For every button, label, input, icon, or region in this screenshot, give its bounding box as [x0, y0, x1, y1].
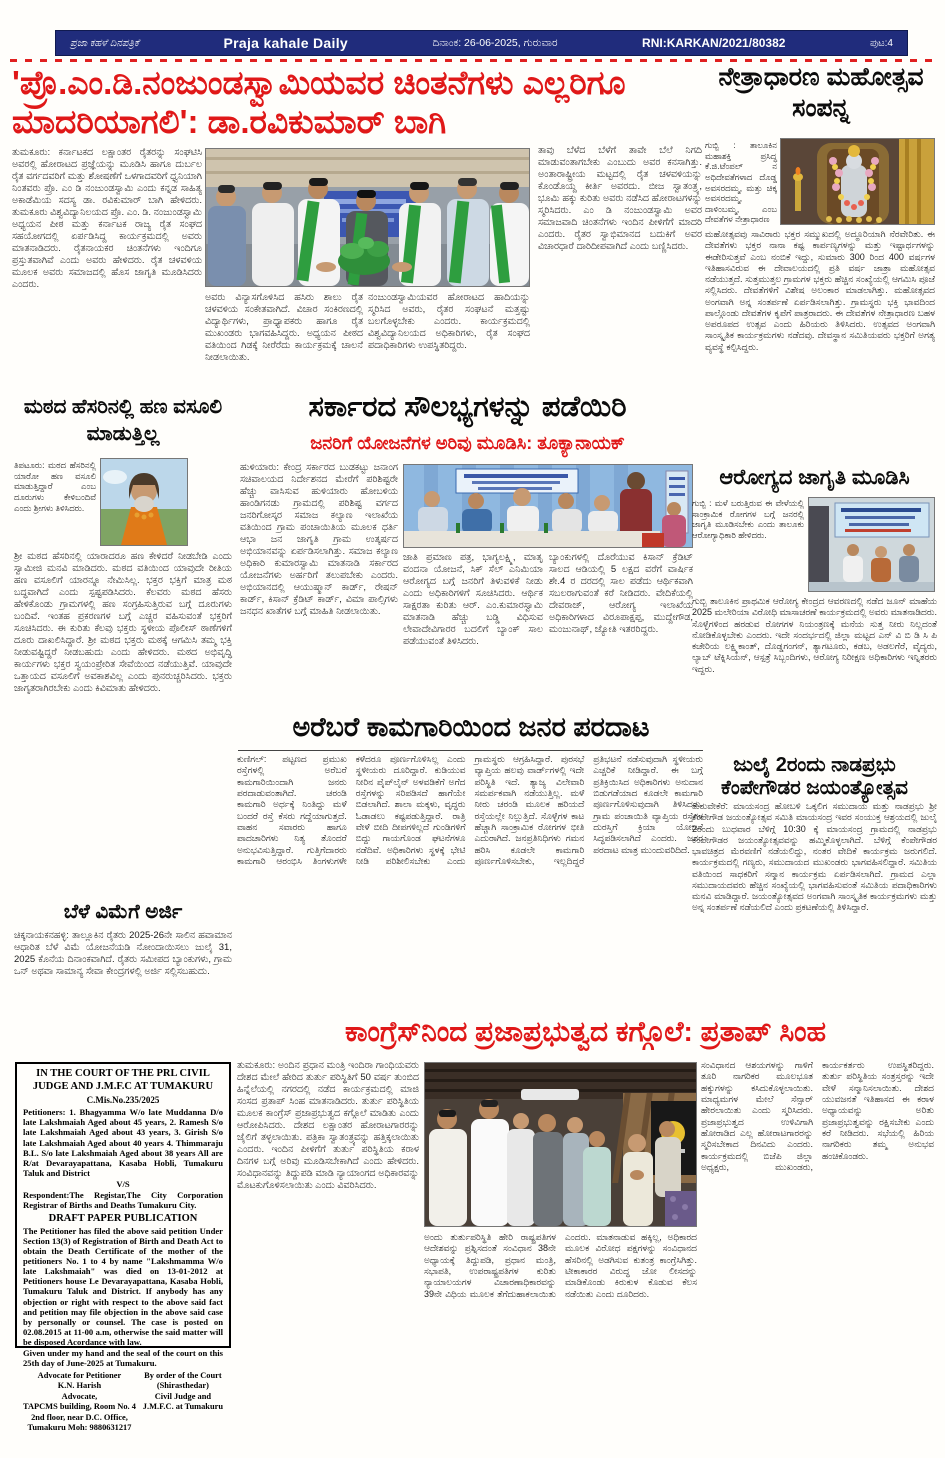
notice-order-block	[143, 1371, 223, 1434]
notice-order-line: (Shirasthedar)	[156, 1381, 209, 1391]
lead-column-4: ನಂಜುಂಡಸ್ವಾಮಿಯವರ ಹೋರಾಟದ ಹಾದಿಯನ್ನು ಸ್ಮರಿಸಿದ ಅವರು, ರೈತರ ಸಂಘಟನೆ ಮತ್ತಷ್ಟು ಬಲಗೊಳ್ಳಬೇಕು ಎಂದರು. ಕಾರ್ಯಕ್ರಮದಲ್ಲಿ ವಿಶ್ವವಿದ್ಯಾನಿಲಯದ ಅಧಿಕಾರಿಗಳು, ರೈತ ಸಂಘದ ಪದಾಧಿಕಾರಿಗಳು ಉಪಸ್ಥಿತರಿದ್ದರು.	[368, 292, 530, 351]
lead-headline: 'ಪ್ರೊ.ಎಂ.ಡಿ.ನಂಜುಂಡಸ್ವಾಮಿಯವರ ಚಿಂತನೆಗಳು ಎಲ್ಲರಿಗೂ ಮಾದರಿಯಾಗಲಿ': ಡಾ.ರವಿಕುಮಾರ್ ಬಾಗಿ	[12, 64, 626, 140]
sarkara-headline: ಸರ್ಕಾರದ ಸೌಲಭ್ಯಗಳನ್ನು ಪಡೆಯಿರಿ	[308, 391, 627, 423]
july2-headline: ಜುಲೈ 2ರಂದು ನಾಡಪ್ರಭು ಕೆಂಪೇಗೌಡರ ಜಯಂತ್ಯೋತ್ಸವ	[721, 754, 908, 799]
netra-side-text: ಗುಬ್ಬಿ : ತಾಲೂಕಿನ ಮಹಾಶಕ್ತಿ ಪ್ರಸಿದ್ಧ ಕೆ.ಜಿ.ಟೆಂಪಲ್ ನ ಅಧಿದೇವತೆಗಳಾದ ದೊಡ್ಡ ಅವಸರದಮ್ಮ, ಮತ್ತು ಚಿಕ್ಕ ಅವಸರದಮ್ಮ, ದಾಳಿಂಬಮ್ಮ, ಎಂಬ ದೇವತೆಗಳ ನೇತ್ರಾಧಾರಣ	[705, 140, 777, 225]
photo-sarkara-event	[403, 464, 693, 548]
notice-body: The Petitioner has filed the above said petition Under Section 13(3) of Registration of Birth and Death Act to obtain the Death Certificate of the mother of the petitioners No. 1 to 4 by name "Lakshmamma W/o late Lakshmaiah" was died on 13-01-2012 at Petitioners house Le Devarayapattana, Kasaba Hobli, Tumakuru Taluk and District. If anybody has any objection or right with respect to the above said fact and petition may file objection in the above said case by personally or counsel. The case is posted on 02.08.2015 at 11-00 a.m, otherwise the said matter will be disposed Acordance with law.	[23, 1225, 223, 1348]
notice-adv-line: TAPCMS building, Room No. 4	[23, 1402, 136, 1412]
bele-vime-subhead: ಬೆಳೆ ವಿಮೆಗೆ ಅರ್ಜಿ	[63, 901, 183, 923]
photo-arogya-camp-art	[809, 498, 934, 591]
lead-column-3: ಅವರು ವಿನ್ಯಾಸಗೊಳಿಸಿದ ಹಸಿರು ಶಾಲು ರೈತ ಚಳವಳಿಯ ಸಂಕೇತವಾಗಿದೆ. ವಿಚಾರ ಸಂಕಿರಣದಲ್ಲಿ ವಿದ್ಯಾರ್ಥಿಗಳು, ಪ್ರಾಧ್ಯಾಪಕರು ಹಾಗೂ ರೈತ ಮುಖಂಡರು ಭಾಗವಹಿಸಿದ್ದರು. ಅಧ್ಯಯನ ಪೀಠದ ವತಿಯಿಂದ ಗಿಡಕ್ಕೆ ನೀರೆರೆದು ಕಾರ್ಯಕ್ರಮಕ್ಕೆ ಚಾಲನೆ ನೀಡಲಾಯಿತು.	[205, 292, 363, 363]
notice-court-title: IN THE COURT OF THE PRL CIVIL JUDGE AND J.M.F.C AT TUMAKURU	[32, 1068, 214, 1092]
masthead-bar	[55, 30, 908, 56]
masthead-date: ದಿನಾಂಕ: 26-06-2025, ಗುರುವಾರ	[432, 36, 558, 49]
netra-headline: ನೇತ್ರಾಧಾರಣ ಮಹೋತ್ಸವ ಸಂಪನ್ನ	[718, 63, 924, 122]
netra-body: ಮಹೋತ್ಸವವು ಸಾವಿರಾರು ಭಕ್ತರ ಸಮ್ಮುಖದಲ್ಲಿ ಅದ್ಧೂರಿಯಾಗಿ ನೆರವೇರಿತು. ಈ ದೇವತೆಗಳು ಭಕ್ತರ ನಾನಾ ಕಷ್ಟ ಕಾರ್ಪಣ್ಯಗಳನ್ನು ಮತ್ತು ಇಷ್ಟಾರ್ಥಗಳನ್ನು ಈಡೇರಿಸುತ್ತವೆ ಎಂಬ ನಂಬಿಕೆ ಇದ್ದು, ಸುಮಾರು 300 ರಿಂದ 400 ವರ್ಷಗಳ ಇತಿಹಾಸವಿರುವ ಈ ದೇವಾಲಯದಲ್ಲಿ ಪ್ರತಿ ವರ್ಷ ಜಾತ್ರಾ ಮಹೋತ್ಸವ ನಡೆಯುತ್ತದೆ. ಸುತ್ತಮುತ್ತಲ ಗ್ರಾಮಗಳ ಭಕ್ತರು ಹೆಚ್ಚಿನ ಸಂಖ್ಯೆಯಲ್ಲಿ ಆಗಮಿಸಿ ಪೂಜೆ ಸಲ್ಲಿಸಿದರು. ದೇವತೆಗಳಿಗೆ ವಿಶೇಷ ಅಲಂಕಾರ ಮಾಡಲಾಗಿತ್ತು. ಮಹೋತ್ಸವದ ಅಂಗವಾಗಿ ಅನ್ನ ಸಂತರ್ಪಣೆ ಏರ್ಪಡಿಸಲಾಗಿತ್ತು. ಗ್ರಾಮಸ್ಥರು ಭಕ್ತಿ ಭಾವದಿಂದ ಪಾಲ್ಗೊಂಡು ದೇವತೆಗಳ ಕೃಪೆಗೆ ಪಾತ್ರರಾದರು. ಈ ದೇವತೆಗಳ ನೇತ್ರಾಧಾರಣ ಬಹಳ ಅಪರೂಪದ ಉತ್ಸವ ಎಂದು ಹಿರಿಯರು ತಿಳಿಸಿದರು. ಉತ್ಸವದ ಅಂಗವಾಗಿ ಸಾಂಸ್ಕೃತಿಕ ಕಾರ್ಯಕ್ರಮಗಳು ನಡೆದವು. ದೇವಸ್ಥಾನ ಸಮಿತಿಯವರು ಭಕ್ತರಿಗೆ ಅಗತ್ಯ ವ್ಯವಸ್ಥೆ ಕಲ್ಪಿಸಿದ್ದರು.	[705, 229, 935, 352]
notice-petitioners: Petitioners: 1. Bhagyamma W/o late Muddanna D/o late Lakshmaiah Aged about 45 years, 2. Ramesh S/o late Lakshmaiah Aged about 43 years, 3. Girish S/o late Lakshmaiah Aged about 40 years 4. Thimmaraju B.L. S/o late Lakshmaiah Aged about 38 years All are R/at Devarayapattana, Kasaba Hobli, Tumakuru Taluk and District	[23, 1107, 223, 1179]
masthead-rni: RNI:KARKAN/2021/80382	[642, 36, 786, 50]
notice-order-line: Civil Judge and	[154, 1391, 212, 1401]
arebare-rule	[238, 750, 703, 751]
notice-adv-line: Advocate for Petitioner	[37, 1370, 122, 1380]
photo-lead-event-art	[206, 149, 529, 286]
lead-column-1: ತುಮಕೂರು: ಕರ್ನಾಟಕದ ಲಕ್ಷಾಂತರ ರೈತರನ್ನು ಸಂಘಟಿಸಿ ಅವರಲ್ಲಿ ಹೋರಾಟದ ಪ್ರಜ್ಞೆಯನ್ನು ಮೂಡಿಸಿ ಹಾಗೂ ದುರ್ಬಲ ರೈತ ವರ್ಗದವರಿಗೆ ಮತ್ತು ಶೋಷಣೆಗೆ ಒಳಗಾದವರಿಗೆ ಧ್ವನಿಯಾಗಿ ನಿಂತವರು ಪ್ರೊ. ಎಂ ಡಿ ನಂಜುಂಡಸ್ವಾಮಿ ಎಂದು ಕನ್ನಡ ಸಾಹಿತ್ಯ ಅಕಾಡೆಮಿಯ ಸದಸ್ಯ ಡಾ. ರವಿಕುಮಾರ್ ಬಾಗಿ ಹೇಳಿದರು. ತುಮಕೂರು ವಿಶ್ವವಿದ್ಯಾನಿಲಯದ ಪ್ರೊ. ಎಂ. ಡಿ. ನಂಜುಂಡಸ್ವಾಮಿ ಅಧ್ಯಯನ ಪೀಠ ಮತ್ತು ಕರ್ನಾಟಕ ರಾಜ್ಯ ರೈತ ಸಂಘದ ಸಹಯೋಗದಲ್ಲಿ ಏರ್ಪಡಿಸಿದ್ದ ಕಾರ್ಯಕ್ರಮದಲ್ಲಿ ಅವರು ಮಾತನಾಡಿದರು. ರೈತನಾಯಕರ ಚಿಂತನೆಗಳು ಇಂದಿಗೂ ಪ್ರಸ್ತುತವಾಗಿವೆ ಎಂದು ಅವರು ಹೇಳಿದರು. ರೈತ ಚಳವಳಿಯ ಮೂಲಕ ಅವರು ಸಮಾಜದಲ್ಲಿ ಹೊಸ ಜಾಗೃತಿ ಮೂಡಿಸಿದರು ಎಂದರು.	[12, 147, 202, 290]
masthead-script-name: ಪ್ರಜಾ ಕಹಳೆ ದಿನಪತ್ರಿಕೆ	[70, 37, 139, 49]
photo-congress-event	[424, 1062, 697, 1227]
sarkara-column-a: ಜಾತಿ ಪ್ರಮಾಣ ಪತ್ರ, ಭಾಗ್ಯಲಕ್ಷ್ಮಿ, ಮಾತೃ ವಂದನಾ ಯೋಜನೆ, ಸಿಕ್ ಸೆಲ್ ಎನಿಮಿಯಾ ಆರೋಗ್ಯದ ಬಗ್ಗೆ ಜನರಿಗೆ ತಿಳುವಳಿಕೆ ನೀಡು ಎಂದು ಅಧಿಕಾರಿಗಳಿಗೆ ಸೂಚಿಸಿದರು. ಆರ್ಥಿಕ ಸಾಕ್ಷರತಾ ಕುರಿತು ಆರ್. ಎಂ.ಕುಮಾರಸ್ವಾಮಿ ಮಾತನಾಡಿ ಹೆಚ್ಚು ಬಡ್ಡಿ ವಿಧಿಸುವ ಲೇವಾದೇವಿಗಾರರ ಬದಲಿಗೆ ಬ್ಯಾಂಕ್ ಸಾಲ ಪಡೆಯುವಂತೆ ತಿಳಿಸಿದರು.	[403, 552, 543, 647]
arogya-lead: ಗುಬ್ಬಿ : ಮಳೆ ಬರುತ್ತಿರುವ ಈ ವೇಳೆಯಲ್ಲಿ ಸಾಂಕ್ರಾಮಿಕ ರೋಗಗಳ ಬಗ್ಗೆ ಜನರಲ್ಲಿ ಜಾಗೃತಿ ಮೂಡಿಸಬೇಕು ಎಂದು ತಾಲೂಕು ಆರೋಗ್ಯಾಧಿಕಾರಿ ಹೇಳಿದರು.	[692, 498, 804, 540]
congress-left-column: ತುಮಕೂರು: ಅಂದಿನ ಪ್ರಧಾನ ಮಂತ್ರಿ ಇಂದಿರಾ ಗಾಂಧಿಯವರು ದೇಶದ ಮೇಲೆ ಹೇರಿದ ತುರ್ತು ಪರಿಸ್ಥಿತಿಗೆ 50 ವರ್ಷ ತುಂಬಿದ ಹಿನ್ನೆಲೆಯಲ್ಲಿ ನಗರದಲ್ಲಿ ನಡೆದ ಕಾರ್ಯಕ್ರಮದಲ್ಲಿ ಮಾಜಿ ಸಂಸದ ಪ್ರತಾಪ್ ಸಿಂಹ ಮಾತನಾಡಿದರು. ತುರ್ತು ಪರಿಸ್ಥಿತಿಯ ಮೂಲಕ ಕಾಂಗ್ರೆಸ್ ಪ್ರಜಾಪ್ರಭುತ್ವದ ಕಗ್ಗೊಲೆ ಮಾಡಿತು ಎಂದು ಆರೋಪಿಸಿದರು. ದೇಶದ ಲಕ್ಷಾಂತರ ಹೋರಾಟಗಾರರನ್ನು ಜೈಲಿಗೆ ತಳ್ಳಲಾಯಿತು. ಪತ್ರಿಕಾ ಸ್ವಾತಂತ್ರ್ಯವನ್ನು ಹತ್ತಿಕ್ಕಲಾಯಿತು ಎಂದರು. ಇಂದಿನ ಪೀಳಿಗೆಗೆ ತುರ್ತು ಪರಿಸ್ಥಿತಿಯ ಕರಾಳ ದಿನಗಳ ಬಗ್ಗೆ ಅರಿವು ಮೂಡಿಸಬೇಕಾಗಿದೆ ಎಂದು ಹೇಳಿದರು. ಸಂವಿಧಾನವನ್ನು ತಿದ್ದುಪಡಿ ಮಾಡಿ ನ್ಯಾಯಾಂಗದ ಅಧಿಕಾರವನ್ನು ಮೊಟಕುಗೊಳಿಸಲಾಯಿತು ಎಂದು ವಿವರಿಸಿದರು.	[237, 1060, 419, 1191]
congress-headline: ಕಾಂಗ್ರೆಸ್‌ನಿಂದ ಪ್ರಜಾಪ್ರಭುತ್ವದ ಕಗ್ಗೊಲೆ: ಪ್ರತಾಪ್ ಸಿಂಹ	[345, 1016, 826, 1047]
matha-body: ಶ್ರೀ ಮಠದ ಹೆಸರಿನಲ್ಲಿ ಯಾರಾದರೂ ಹಣ ಕೇಳಿದರೆ ನೀಡಬೇಡಿ ಎಂದು ಸ್ವಾಮೀಜಿ ಮನವಿ ಮಾಡಿದರು. ಮಠದ ವತಿಯಿಂದ ಯಾವುದೇ ರೀತಿಯ ಹಣ ವಸೂಲಿಗೆ ಯಾರನ್ನೂ ನೇಮಿಸಿಲ್ಲ. ಭಕ್ತರ ಭಕ್ತಿಗೆ ಮಾತ್ರ ಮಠ ಬದ್ಧವಾಗಿದೆ ಎಂದು ಸ್ಪಷ್ಟಪಡಿಸಿದರು. ಕೆಲವರು ಮಠದ ಹೆಸರು ಹೇಳಿಕೊಂಡು ಗ್ರಾಮಗಳಲ್ಲಿ ಹಣ ಸಂಗ್ರಹಿಸುತ್ತಿರುವ ಬಗ್ಗೆ ದೂರುಗಳು ಬಂದಿವೆ. ಇಂತಹ ಪ್ರಕರಣಗಳ ಬಗ್ಗೆ ಎಚ್ಚರ ವಹಿಸುವಂತೆ ಭಕ್ತರಿಗೆ ಸೂಚಿಸಿದರು. ಈ ಕುರಿತು ಕೆಲವು ಭಕ್ತರು ಸ್ಥಳೀಯ ಪೊಲೀಸ್ ಠಾಣೆಗಳಿಗೆ ದೂರು ದಾಖಲಿಸಿದ್ದಾರೆ. ಶ್ರೀ ಮಠದ ಭಕ್ತರು ಮಠಕ್ಕೆ ಆಗಮಿಸಿ ತಮ್ಮ ಭಕ್ತಿ ನೀಡುವಷ್ಟಿದ್ದರೆ ನೀಡಬಹುದು ಎಂದು ಹೇಳಿದರು. ಮಠದ ಅಭಿವೃದ್ಧಿ ಕಾರ್ಯಗಳು ಭಕ್ತರ ಸ್ವಯಂಪ್ರೇರಿತ ಸೇವೆಯಿಂದ ನಡೆಯುತ್ತಿವೆ. ಯಾವುದೇ ಒತ್ತಾಯದ ವಸೂಲಿಗೆ ಅವಕಾಶವಿಲ್ಲ ಎಂದು ಪುನರುಚ್ಚರಿಸಿದರು. ಭಕ್ತರು ಜಾಗೃತರಾಗಿರಬೇಕು ಎಂದು ಕಿವಿಮಾತು ಹೇಳಿದರು.	[14, 551, 232, 694]
arogya-headline: ಆರೋಗ್ಯದ ಜಾಗೃತಿ ಮೂಡಿಸಿ	[719, 466, 910, 489]
photo-deity	[780, 138, 935, 225]
lead-column-2: ತಾವು ಬೆಳೆದ ಬೆಳೆಗೆ ತಾವೇ ಬೆಲೆ ನಿಗದಿ ಮಾಡುವಂತಾಗಬೇಕು ಎಂಬುದು ಅವರ ಕನಸಾಗಿತ್ತು. ಅಂತಾರಾಷ್ಟ್ರೀಯ ಮಟ್ಟದಲ್ಲಿ ರೈತ ಚಳವಳಿಯನ್ನು ಕೊಂಡೊಯ್ದ ಕೀರ್ತಿ ಅವರದು. ಬೀಜ ಸ್ವಾತಂತ್ರ್ಯ, ಭೂಮಿ ಹಕ್ಕು ಕುರಿತು ಅವರು ನಡೆಸಿದ ಹೋರಾಟಗಳನ್ನು ಸ್ಮರಿಸಿದರು. ಎಂ ಡಿ ನಂಜುಂಡಸ್ವಾಮಿ ಅವರ ಸಮಾಜವಾದಿ ಚಿಂತನೆಗಳು ಇಂದಿನ ಪೀಳಿಗೆಗೆ ಮಾದರಿ ಎಂದರು. ರೈತರ ಸ್ವಾಭಿಮಾನದ ಬದುಕಿಗೆ ಅವರ ವಿಚಾರಧಾರೆ ದಾರಿದೀಪವಾಗಿದೆ ಎಂದು ಬಣ್ಣಿಸಿದರು.	[538, 145, 702, 252]
matha-headline: ಮಠದ ಹೆಸರಿನಲ್ಲಿ ಹಣ ವಸೂಲಿ ಮಾಡುತ್ತಿಲ್ಲ	[23, 396, 223, 445]
notice-seal-line: Given under my hand and the seal of the court on this 25th day of June-2025 at Tumakuru.	[23, 1348, 223, 1369]
photo-seer	[100, 458, 188, 546]
notice-respondent: Respondent:The Registar,The City Corporation Registrar of Births and Deaths Tumakuru City.	[23, 1190, 223, 1211]
notice-advocate-block	[23, 1371, 136, 1434]
notice-adv-line: 2nd floor, near D.C. Office,	[31, 1412, 128, 1422]
congress-right-columns: ಸಂವಿಧಾನದ ಆಶಯಗಳನ್ನು ಗಾಳಿಗೆ ತೂರಿ ನಾಗರಿಕರ ಮೂಲಭೂತ ಹಕ್ಕುಗಳನ್ನು ಕಸಿದುಕೊಳ್ಳಲಾಯಿತು. ಮಾಧ್ಯಮಗಳ ಮೇಲೆ ಸೆನ್ಸಾರ್ ಹೇರಲಾಯಿತು ಎಂದು ಸ್ಮರಿಸಿದರು. ಪ್ರಜಾಪ್ರಭುತ್ವದ ಉಳಿವಿಗಾಗಿ ಹೋರಾಡಿದ ಎಲ್ಲ ಹೋರಾಟಗಾರರನ್ನು ಸ್ಮರಿಸಬೇಕಾದ ದಿನವಿದು ಎಂದರು. ಕಾರ್ಯಕ್ರಮದಲ್ಲಿ ಬಿಜೆಪಿ ಜಿಲ್ಲಾ ಅಧ್ಯಕ್ಷರು, ಮುಖಂಡರು, ಕಾರ್ಯಕರ್ತರು ಉಪಸ್ಥಿತರಿದ್ದರು. ತುರ್ತು ಪರಿಸ್ಥಿತಿಯ ಸಂತ್ರಸ್ತರನ್ನು ಇದೇ ವೇಳೆ ಸನ್ಮಾನಿಸಲಾಯಿತು. ದೇಶದ ಯುವಜನತೆ ಇತಿಹಾಸದ ಈ ಕರಾಳ ಅಧ್ಯಾಯವನ್ನು ಅರಿತು ಪ್ರಜಾಪ್ರಭುತ್ವವನ್ನು ರಕ್ಷಿಸಬೇಕು ಎಂದು ಕರೆ ನೀಡಿದರು. ಸಭೆಯಲ್ಲಿ ಹಿರಿಯ ನಾಗರಿಕರು ತಮ್ಮ ಅನುಭವ ಹಂಚಿಕೊಂಡರು.	[701, 1060, 934, 1172]
arebare-body: ಕುಣಿಗಲ್: ಪಟ್ಟಣದ ಪ್ರಮುಖ ರಸ್ತೆಗಳಲ್ಲಿ ಅರೆಬರೆ ಕಾಮಗಾರಿಯಿಂದಾಗಿ ಜನರು ಪರದಾಡುವಂತಾಗಿದೆ. ಚರಂಡಿ ಕಾಮಗಾರಿ ಅರ್ಧಕ್ಕೆ ನಿಂತಿದ್ದು ಮಳೆ ಬಂದರೆ ರಸ್ತೆ ಕೆಸರು ಗದ್ದೆಯಾಗುತ್ತದೆ. ವಾಹನ ಸವಾರರು ಹಾಗೂ ಪಾದಚಾರಿಗಳು ನಿತ್ಯ ತೊಂದರೆ ಅನುಭವಿಸುತ್ತಿದ್ದಾರೆ. ಗುತ್ತಿಗೆದಾರರು ಕಾಮಗಾರಿ ಆರಂಭಿಸಿ ತಿಂಗಳುಗಳೇ ಕಳೆದರೂ ಪೂರ್ಣಗೊಳಿಸಿಲ್ಲ ಎಂದು ಸ್ಥಳೀಯರು ದೂರಿದ್ದಾರೆ. ಕುಡಿಯುವ ನೀರಿನ ಪೈಪ್‌ಲೈನ್ ಅಳವಡಿಕೆಗೆ ಅಗೆದ ರಸ್ತೆಗಳನ್ನು ಸರಿಪಡಿಸದೆ ಹಾಗೆಯೇ ಬಿಡಲಾಗಿದೆ. ಶಾಲಾ ಮಕ್ಕಳು, ವೃದ್ಧರು ಓಡಾಡಲು ಕಷ್ಟಪಡುತ್ತಿದ್ದಾರೆ. ರಾತ್ರಿ ವೇಳೆ ಬೀದಿ ದೀಪಗಳಿಲ್ಲದೆ ಗುಂಡಿಗಳಿಗೆ ಬಿದ್ದು ಗಾಯಗೊಂಡ ಘಟನೆಗಳೂ ನಡೆದಿವೆ. ಅಧಿಕಾರಿಗಳು ಸ್ಥಳಕ್ಕೆ ಭೇಟಿ ನೀಡಿ ಪರಿಶೀಲಿಸಬೇಕು ಎಂದು ಗ್ರಾಮಸ್ಥರು ಆಗ್ರಹಿಸಿದ್ದಾರೆ. ಪುರಸಭೆ ವ್ಯಾಪ್ತಿಯ ಹಲವು ವಾರ್ಡ್‌ಗಳಲ್ಲಿ ಇದೇ ಪರಿಸ್ಥಿತಿ ಇದೆ. ತ್ಯಾಜ್ಯ ವಿಲೇವಾರಿ ಸಮರ್ಪಕವಾಗಿ ನಡೆಯುತ್ತಿಲ್ಲ. ಮಳೆ ನೀರು ಚರಂಡಿ ಮೂಲಕ ಹರಿಯದೆ ರಸ್ತೆಯಲ್ಲೇ ನಿಲ್ಲುತ್ತಿದೆ. ಸೊಳ್ಳೆಗಳ ಕಾಟ ಹೆಚ್ಚಾಗಿ ಸಾಂಕ್ರಾಮಿಕ ರೋಗಗಳ ಭೀತಿ ಎದುರಾಗಿದೆ. ಜನಪ್ರತಿನಿಧಿಗಳು ಗಮನ ಹರಿಸಿ ಕೂಡಲೇ ಕಾಮಗಾರಿ ಪೂರ್ಣಗೊಳಿಸಬೇಕು, ಇಲ್ಲದಿದ್ದರೆ ಪ್ರತಿಭಟನೆ ನಡೆಸುವುದಾಗಿ ಸ್ಥಳೀಯರು ಎಚ್ಚರಿಕೆ ನೀಡಿದ್ದಾರೆ. ಈ ಬಗ್ಗೆ ಪ್ರತಿಕ್ರಿಯಿಸಿದ ಅಧಿಕಾರಿಗಳು ಅನುದಾನ ಬಿಡುಗಡೆಯಾದ ಕೂಡಲೇ ಕಾಮಗಾರಿ ಪೂರ್ಣಗೊಳಿಸುವುದಾಗಿ ತಿಳಿಸಿದರು. ಗ್ರಾಮ ಪಂಚಾಯಿತಿ ವ್ಯಾಪ್ತಿಯ ರಸ್ತೆಗಳ ದುರಸ್ತಿಗೆ ಕ್ರಿಯಾ ಯೋಜನೆ ಸಿದ್ಧಪಡಿಸಲಾಗಿದೆ ಎಂದರು. ಜನರ ಪರದಾಟ ಮಾತ್ರ ಮುಂದುವರಿದಿದೆ.	[237, 754, 703, 866]
photo-deity-art	[781, 139, 934, 224]
sarkara-column-b: ಬ್ಯಾಂಕುಗಳಲ್ಲಿ ದೊರೆಯುವ ಕಿಸಾನ್ ಕ್ರೆಡಿಟ್ ಸಾಲದ ಆಡಿಯಲ್ಲಿ 5 ಲಕ್ಷದ ವರೆಗೆ ವಾರ್ಷಿಕ ಶೇ.4 ರ ದರದಲ್ಲಿ ಸಾಲ ಪಡೆದು ಆರ್ಥಿಕವಾಗಿ ಸಬಲರಾಗುವಂತೆ ಕರೆ ನೀಡಿದರು. ವೇದಿಕೆಯಲ್ಲಿ ದೇವರಾಜ್, ಆರೋಗ್ಯ ಇಲಾಖೆಯ ಅಧಿಕಾರಿಗಳಾದ ವಿರೂಪಾಕ್ಷಪ್ಪ, ಮುದ್ದೇಗೌಡ, ಮಂಜುನಾಥ್, ಜ್ಯೋತಿ ಇತರರಿದ್ದರು.	[549, 552, 693, 635]
matha-side-text: ತಿಪಟೂರು: ಮಠದ ಹೆಸರಿನಲ್ಲಿ ಯಾರೋ ಹಣ ವಸೂಲಿ ಮಾಡುತ್ತಿದ್ದಾರೆ ಎಂಬ ದೂರುಗಳು ಕೇಳಿಬಂದಿವೆ ಎಂದು ಶ್ರೀಗಳು ತಿಳಿಸಿದರು.	[14, 460, 96, 513]
photo-lead-event	[205, 148, 530, 287]
notice-order-line: By order of the Court	[144, 1370, 222, 1380]
sarkara-lead-column: ಹುಳಿಯಾರು: ಕೇಂದ್ರ ಸರ್ಕಾರದ ಬುಡಕಟ್ಟು ಜನಾಂಗ ಸಚಿವಾಲಯದ ನಿರ್ದೇಶನದ ಮೇರೆಗೆ ಪರಿಶಿಷ್ಟರೇ ಹೆಚ್ಚು ವಾಸಿಸುವ ಹುಳಿಯಾರು ಹೋಬಳಿಯ ಹಾಂಡಿಗನಡು ಗ್ರಾಮದಲ್ಲಿ ಪರಿಶಿಷ್ಟ ವರ್ಗದ ಜನರಿಗೋಸ್ಕರ ಸಮಾಜ ಕಲ್ಯಾಣ ಇಲಾಖೆಯ ವತಿಯಿಂದ ಗ್ರಾಮ ಪಂಚಾಯಿತಿಯ ಮೂಲಕ ಧರ್ತಿ ಆಭಾ ಜನ ಜಾಗೃತಿ ಗ್ರಾಮ ಉತ್ಕರ್ಷದ ಅಭಿಯಾನವನ್ನು ಏರ್ಪಡಿಸಲಾಗಿತ್ತು. ಸಮಾಜ ಕಲ್ಯಾಣ ಅಧಿಕಾರಿ ಕುಮಾರಸ್ವಾಮಿ ಮಾತನಾಡಿ ಸರ್ಕಾರದ ಯೋಜನೆಗಳು ಅರ್ಹರಿಗೆ ತಲುಪಬೇಕು ಎಂದರು. ಅಭಿಯಾನದಲ್ಲಿ ಆಯುಷ್ಮಾನ್ ಕಾರ್ಡ್, ರೇಷನ್ ಕಾರ್ಡ್, ಕಿಸಾನ್ ಕ್ರೆಡಿಟ್ ಕಾರ್ಡ್, ವಿಮಾ ಪಾಲ್ಸಿಗಳು ಜನಧನ ಖಾತೆಗಳ ಬಗ್ಗೆ ಮಾಹಿತಿ ನೀಡಲಾಯಿತು.	[240, 462, 398, 617]
notice-adv-line: K.N. Harish	[57, 1381, 102, 1391]
photo-arogya-camp	[808, 497, 935, 592]
notice-adv-line: Advocate,	[61, 1391, 98, 1401]
photo-seer-art	[101, 459, 187, 545]
july2-body: ತುರುವೇಕೆರೆ: ಮಾಯಸಂದ್ರ ಹೋಬಳಿ ಒಕ್ಕಲಿಗ ಸಮುದಾಯ ಮತ್ತು ನಾಡಪ್ರಭು ಶ್ರೀ ಕೆಂಪೇಗೌಡ ಜಯಂತ್ಯೋತ್ಸವ ಸಮಿತಿ ಮಾಯಸಂದ್ರ ಇವರ ಸಂಯುಕ್ತ ಆಶ್ರಯದಲ್ಲಿ ಜುಲೈ 2ರಂದು ಬುಧವಾರ ಬೆಳಿಗ್ಗೆ 10:30 ಕ್ಕೆ ಮಾಯಸಂದ್ರ ಗ್ರಾಮದಲ್ಲಿ ನಾಡಪ್ರಭು ಕೆಂಪೇಗೌಡರ ಜಯಂತ್ಯೋತ್ಸವವನ್ನು ಹಮ್ಮಿಕೊಳ್ಳಲಾಗಿದೆ. ಬೆಳಿಗ್ಗೆ ಕೆಂಪೇಗೌಡರ ಭಾವಚಿತ್ರದ ಮೆರವಣಿಗೆ ನಡೆಯಲಿದ್ದು, ನಂತರ ವೇದಿಕೆ ಕಾರ್ಯಕ್ರಮ ಜರುಗಲಿದೆ. ಕಾರ್ಯಕ್ರಮದಲ್ಲಿ ಗಣ್ಯರು, ಸಮುದಾಯದ ಮುಖಂಡರು ಭಾಗವಹಿಸಲಿದ್ದಾರೆ. ಸಮಿತಿಯ ವತಿಯಿಂದ ಸಾಧಕರಿಗೆ ಸನ್ಮಾನ ಕಾರ್ಯಕ್ರಮ ಏರ್ಪಡಿಸಲಾಗಿದೆ. ಗ್ರಾಮದ ಎಲ್ಲಾ ಸಮುದಾಯದವರು ಹೆಚ್ಚಿನ ಸಂಖ್ಯೆಯಲ್ಲಿ ಭಾಗವಹಿಸುವಂತೆ ಸಮಿತಿಯ ಪದಾಧಿಕಾರಿಗಳು ಮನವಿ ಮಾಡಿದ್ದಾರೆ. ಜಯಂತ್ಯೋತ್ಸವದ ಅಂಗವಾಗಿ ಸಾಂಸ್ಕೃತಿಕ ಕಾರ್ಯಕ್ರಮಗಳು ಮತ್ತು ಅನ್ನ ಸಂತರ್ಪಣೆ ನಡೆಯಲಿದೆ ಎಂದು ಪ್ರಕಟಣೆಯಲ್ಲಿ ತಿಳಿಸಿದ್ದಾರೆ.	[692, 801, 937, 913]
notice-case-number: C.Mis.No.235/2025	[86, 1095, 160, 1106]
arebare-headline: ಅರೆಬರೆ ಕಾಮಗಾರಿಯಿಂದ ಜನರ ಪರದಾಟ	[292, 712, 650, 742]
congress-below-photo-columns: ಅಂದು ತುರ್ತುಪರಿಸ್ಥಿತಿ ಹೇರಿ ರಾಷ್ಟ್ರಪತಿಗಳ ಆದೇಶವನ್ನು ಪ್ರಶ್ನಿಸದಂತೆ ಸಂವಿಧಾನ 38ನೇ ಅಧ್ಯಾಯಕ್ಕೆ ತಿದ್ದುಪಡಿ, ಪ್ರಧಾನ ಮಂತ್ರಿ, ಸಭಾಪತಿ, ಉಪರಾಷ್ಟ್ರಪತಿಗಳ ಕುರಿತು ನ್ಯಾಯಾಲಯಗಳ ವಿಚಾರಣಾಧಿಕಾರವನ್ನು 39ನೇ ವಿಧಿಯ ಮೂಲಕ ತೆಗೆದುಹಾಕಲಾಯಿತು ಎಂದರು. ಮಾತನಾಡುವ ಹಕ್ಕಿಲ್ಲ, ಅಧಿಕಾರದ ಮೂಲಕ ವಿರೋಧ ಪಕ್ಷಗಳನ್ನು ಸಂವಿಧಾನದ ಹೆಸರಿನಲ್ಲಿ ಅಡಗಿಸುವ ಕುತಂತ್ರ ಕಾಂಗ್ರೆಸಿಗಿತ್ತು. ಟೀಕಾಕಾರರ ವಿರುದ್ಧ ಜೋ ಲೀಸದನ್ನು ಮಾಡಿಕೊಂಡು ಕಿರುಕುಳ ಕೊಡುವ ಕೆಲಸ ನಡೆಯಿತು ಎಂದು ದೂರಿದರು.	[424, 1232, 697, 1299]
notice-adv-line: Tumakuru Moh: 9880631217	[27, 1423, 132, 1433]
notice-draft-title: DRAFT PAPER PUBLICATION	[48, 1212, 198, 1224]
masthead-page-number: ಪುಟ:4	[869, 37, 893, 49]
sarkara-subheadline: ಜನರಿಗೆ ಯೋಜನೆಗಳ ಅರಿವು ಮೂಡಿಸಿ: ತೂಕ್ಯಾನಾಯಕ್	[310, 433, 625, 453]
court-notice-box	[15, 1062, 231, 1433]
notice-vs: V/S	[116, 1179, 130, 1190]
notice-order-line: J.M.F.C. at Tumakuru	[142, 1402, 223, 1412]
photo-sarkara-event-art	[404, 465, 692, 547]
bele-vime-body: ಚಿಕ್ಕನಾಯಕನಹಳ್ಳಿ: ತಾಲ್ಲೂಕಿನ ರೈತರು 2025-26ನೇ ಸಾಲಿನ ಹವಾಮಾನ ಆಧಾರಿತ ಬೆಳೆ ವಿಮೆ ಯೋಜನೆಯಡಿ ನೋಂದಾಯಿಸಲು ಜುಲೈ 31, 2025 ಕೊನೆಯ ದಿನಾಂಕವಾಗಿದೆ. ರೈತರು ಸಮೀಪದ ಬ್ಯಾಂಕುಗಳು, ಗ್ರಾಮ ಒನ್ ಅಥವಾ ಸಾಮಾನ್ಯ ಸೇವಾ ಕೇಂದ್ರಗಳಲ್ಲಿ ಅರ್ಜಿ ಸಲ್ಲಿಸಬಹುದು.	[14, 930, 232, 977]
photo-congress-event-art	[425, 1063, 696, 1226]
masthead-title: Praja kahale Daily	[223, 35, 348, 51]
arogya-body: ಗುಬ್ಬಿ ತಾಲೂಕಿನ ಪ್ರಾಥಮಿಕ ಆರೋಗ್ಯ ಕೇಂದ್ರದ ಆವರಣದಲ್ಲಿ ನಡೆದ ಜೂನ್ ಮಾಹೆಯ 2025 ಮಲೇರಿಯಾ ವಿರೋಧಿ ಮಾಸಾಚರಣೆ ಕಾರ್ಯಕ್ರಮದಲ್ಲಿ ಅವರು ಮಾತನಾಡಿದರು. ಸೊಳ್ಳೆಗಳಿಂದ ಹರಡುವ ರೋಗಗಳ ನಿಯಂತ್ರಣಕ್ಕೆ ಮನೆಯ ಸುತ್ತ ನೀರು ನಿಲ್ಲದಂತೆ ನೋಡಿಕೊಳ್ಳಬೇಕು ಎಂದರು. ಇದೇ ಸಂದರ್ಭದಲ್ಲಿ ಜಿಲ್ಲಾ ಮಟ್ಟದ ಎನ್ ವಿ ಬಿ ಡಿ ಸಿ ಪಿ ಕಚೇರಿಯ ಲಕ್ಷ್ಮಿಕಾಂತ್, ದೊಡ್ಡಗಂಗನ್, ತ್ಯಾಗಟೂರು, ಕಡಬ, ಅಡಲಗೆರೆ, ವೈದ್ಯರು, ಲ್ಯಾಬ್ ಟೆಕ್ನಿಸಿಯನ್, ಆಸ್ಪತ್ರೆ ಸಿಬ್ಬಂದಿಗಳು, ಆರೋಗ್ಯ ನಿರೀಕ್ಷಣ ಅಧಿಕಾರಿಗಳು ಇನ್ನಿತರರು ಇದ್ದರು.	[692, 596, 937, 674]
